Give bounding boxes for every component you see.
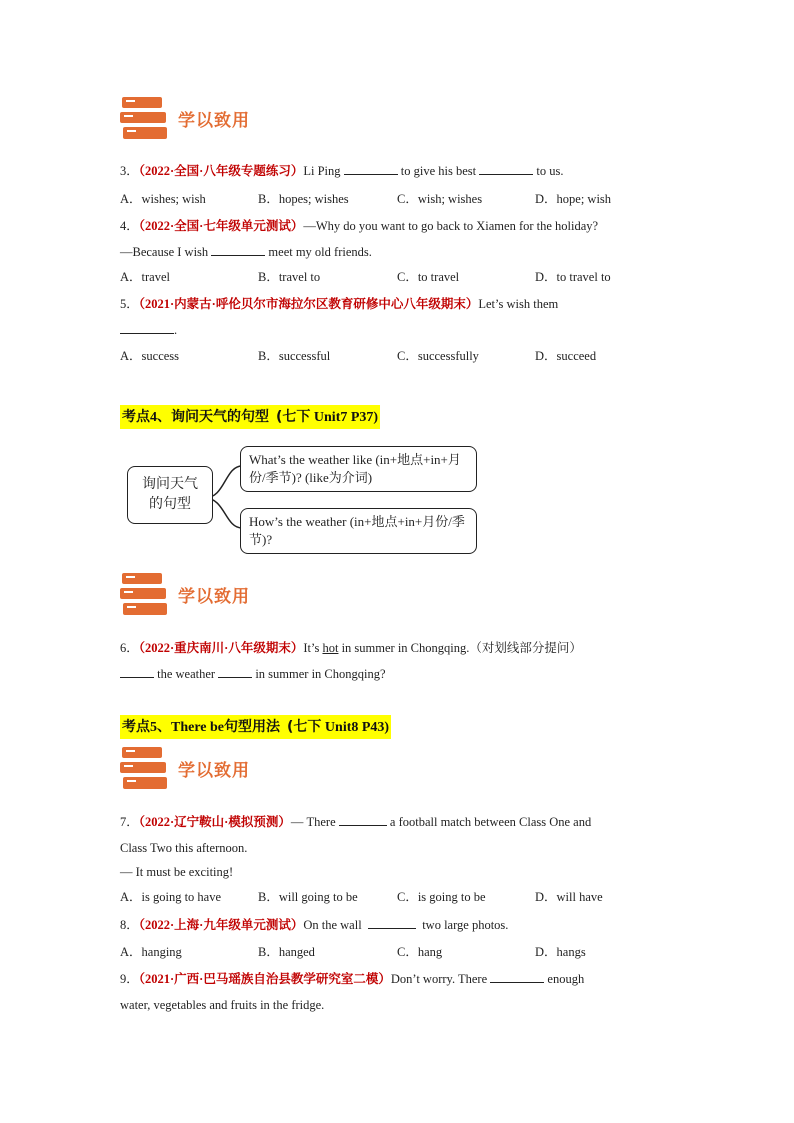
diagram-branch-2: How’s the weather (in+地点+in+月份/季节)? xyxy=(240,508,477,554)
question-text: meet my old friends. xyxy=(268,245,372,259)
question-text: On the wall xyxy=(303,918,362,932)
question-text: to give his best xyxy=(400,164,477,178)
question-5-line2 xyxy=(120,322,177,338)
answer-blank[interactable] xyxy=(120,322,174,334)
option-c[interactable]: C．to travel xyxy=(397,270,460,284)
question-text: Don’t worry. There xyxy=(390,972,488,986)
diagram-branch-1: What’s the weather like (in+地点+in+月份/季节)? (like为介词) xyxy=(240,446,477,492)
underlined-word: hot xyxy=(322,641,339,655)
option-c[interactable]: C．hang xyxy=(397,945,443,959)
option-d[interactable]: D．hope; wish xyxy=(535,192,612,206)
question-source: （2022·全国·八年级专题练习） xyxy=(138,164,304,178)
question-text: —Why do you want to go back to Xiamen for the holiday? xyxy=(303,219,599,233)
answer-blank[interactable] xyxy=(368,917,416,929)
practice-title: 学以致用 xyxy=(178,111,250,131)
question-number: 9． xyxy=(120,972,139,986)
option-a[interactable]: A．travel xyxy=(120,270,170,284)
question-text: the weather xyxy=(157,667,216,681)
question-7-options xyxy=(120,889,680,905)
kaodian-ref: Unit7 P37) xyxy=(313,410,379,425)
option-b[interactable]: B．travel to xyxy=(258,270,321,284)
kaodian-prefix: 考点 xyxy=(122,719,150,735)
question-3 xyxy=(120,163,563,179)
question-text: — There xyxy=(290,815,336,829)
question-6-line2 xyxy=(120,666,386,682)
option-a[interactable]: A．is going to have xyxy=(120,890,222,904)
question-text: in summer in Chongqing.（对划线部分提问） xyxy=(341,641,582,655)
question-source: （2021·内蒙古·呼伦贝尔市海拉尔区教育研修中心八年级期末） xyxy=(138,297,479,311)
question-8-options xyxy=(120,944,680,960)
option-d[interactable]: D．succeed xyxy=(535,349,597,363)
question-text: two large photos. xyxy=(422,918,509,932)
question-4 xyxy=(120,218,598,234)
option-b[interactable]: B．successful xyxy=(258,349,331,363)
question-number: 4． xyxy=(120,219,139,233)
option-a[interactable]: A．wishes; wish xyxy=(120,192,206,206)
question-7 xyxy=(120,814,591,830)
question-number: 8． xyxy=(120,918,139,932)
kaodian-number: 5 xyxy=(150,720,157,735)
diagram-center-node: 询问天气的句型 xyxy=(127,466,213,524)
question-text: in summer in Chongqing? xyxy=(255,667,386,681)
question-source: （2022·全国·七年级单元测试） xyxy=(138,219,304,233)
option-d[interactable]: D．to travel to xyxy=(535,270,611,284)
question-text: It’s xyxy=(303,641,320,655)
question-7-line2: Class Two this afternoon. xyxy=(120,841,248,855)
question-source: （2021·广西·巴马瑶族自治县教学研究室二模） xyxy=(138,972,391,986)
answer-blank[interactable] xyxy=(120,666,154,678)
option-a[interactable]: A．hanging xyxy=(120,945,182,959)
option-b[interactable]: B．hanged xyxy=(258,945,315,959)
question-9-line2: water, vegetables and fruits in the fridge. xyxy=(120,998,325,1012)
kaodian-ref-open: (七下 xyxy=(276,409,311,425)
question-5-options xyxy=(120,348,680,364)
question-9 xyxy=(120,971,584,987)
kaodian-number: 4 xyxy=(150,410,157,425)
question-text: Let’s wish them xyxy=(478,297,559,311)
practice-title: 学以致用 xyxy=(178,761,250,781)
question-text: Li Ping xyxy=(303,164,341,178)
question-3-options xyxy=(120,191,680,207)
question-text: to us. xyxy=(536,164,564,178)
question-text: a football match between Class One and xyxy=(389,815,592,829)
question-4-line2 xyxy=(120,244,372,260)
kaodian-title: 、询问天气的句型 xyxy=(157,409,269,425)
kaodian-ref: Unit8 P43) xyxy=(324,720,390,735)
books-icon xyxy=(120,745,170,791)
option-c[interactable]: C．wish; wishes xyxy=(397,192,483,206)
question-number: 7． xyxy=(120,815,139,829)
question-source: （2022·上海·九年级单元测试） xyxy=(138,918,304,932)
question-8 xyxy=(120,917,508,933)
option-c[interactable]: C．is going to be xyxy=(397,890,486,904)
answer-blank[interactable] xyxy=(344,163,398,175)
practice-title: 学以致用 xyxy=(178,587,250,607)
question-6 xyxy=(120,640,582,656)
kaodian-title: 句型用法 xyxy=(224,719,281,735)
kaodian-prefix: 考点 xyxy=(122,409,150,425)
books-icon xyxy=(120,571,170,617)
answer-blank[interactable] xyxy=(490,971,544,983)
question-text: . xyxy=(174,323,178,337)
answer-blank[interactable] xyxy=(218,666,252,678)
question-text: enough xyxy=(547,972,585,986)
option-a[interactable]: A．success xyxy=(120,349,180,363)
option-b[interactable]: B．hopes; wishes xyxy=(258,192,349,206)
kaodian-4-banner xyxy=(120,405,380,429)
option-b[interactable]: B．will going to be xyxy=(258,890,358,904)
option-c[interactable]: C．successfully xyxy=(397,349,479,363)
books-icon xyxy=(120,95,170,141)
kaodian-ref-open: (七下 xyxy=(287,719,322,735)
question-source: （2022·重庆南川·八年级期末） xyxy=(138,641,304,655)
question-7-line3: — It must be exciting! xyxy=(120,865,234,879)
question-text: —Because I wish xyxy=(120,245,209,259)
option-d[interactable]: D．hangs xyxy=(535,945,586,959)
answer-blank[interactable] xyxy=(479,163,533,175)
question-number: 6． xyxy=(120,641,139,655)
question-source: （2022·辽宁鞍山·模拟预测） xyxy=(138,815,291,829)
question-number: 3． xyxy=(120,164,139,178)
kaodian-title-en: 、There be xyxy=(157,720,225,735)
option-d[interactable]: D．will have xyxy=(535,890,603,904)
question-4-options xyxy=(120,269,680,285)
answer-blank[interactable] xyxy=(339,814,387,826)
question-number: 5． xyxy=(120,297,139,311)
answer-blank[interactable] xyxy=(211,244,265,256)
kaodian-5-banner xyxy=(120,715,391,739)
question-5 xyxy=(120,296,558,312)
